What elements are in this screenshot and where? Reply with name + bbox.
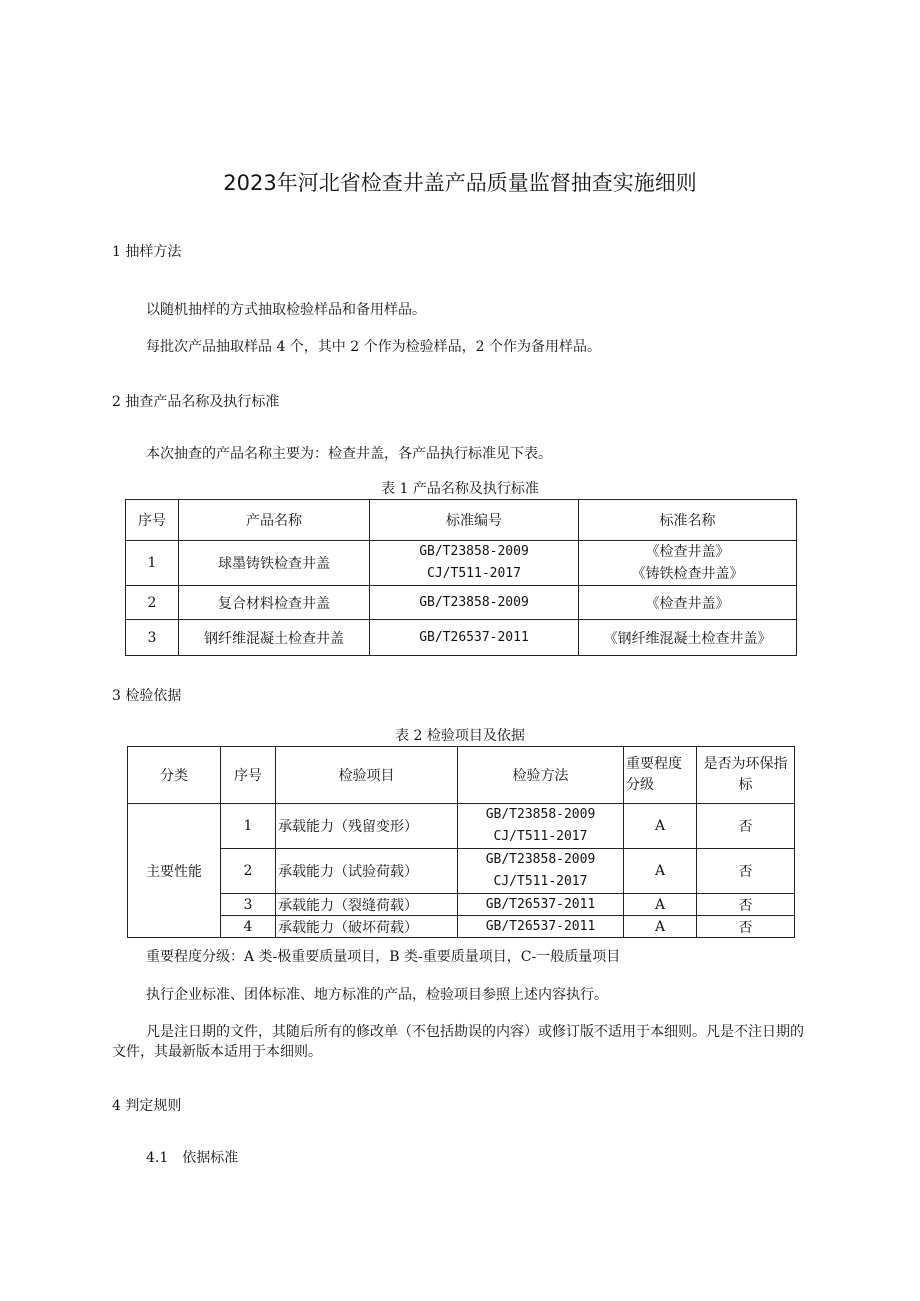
table-2-header-row (128, 747, 795, 804)
table-cell: A (624, 804, 697, 849)
table-1-header-cell: 标准编号 (370, 500, 579, 541)
table-cell: 3 (221, 894, 276, 916)
table-2-header-cell: 检验方法 (458, 747, 624, 804)
section-1-heading: 1 抽样方法 (112, 244, 182, 260)
section-2-paragraph-1: 本次抽查的产品名称主要为：检查井盖，各产品执行标准见下表。 (146, 446, 552, 462)
standard-name: 《铸铁检查井盖》 (631, 566, 744, 582)
table-1-caption: 表 1 产品名称及执行标准 (381, 481, 539, 497)
standard-code: CJ/T511-2017 (427, 566, 521, 581)
section-1-paragraph-2: 每批次产品抽取样品 4 个，其中 2 个作为检验样品，2 个作为备用样品。 (146, 339, 601, 355)
table-cell (370, 541, 579, 586)
table-cell: A (624, 916, 697, 938)
subsection-4-1-heading: 4.1 依据标准 (146, 1150, 239, 1166)
table-1-header-cell: 序号 (126, 500, 179, 541)
table-2-header-cell: 检验项目 (276, 747, 458, 804)
table-row (126, 620, 797, 656)
table-cell: 否 (697, 804, 795, 849)
table-cell: GB/T26537-2011 (458, 894, 624, 916)
table-cell: 4 (221, 916, 276, 938)
table-cell: 2 (221, 849, 276, 894)
table-cell: GB/T26537-2011 (370, 620, 579, 656)
table-cell: GB/T26537-2011 (458, 916, 624, 938)
table-2-header-cell: 重要程度分级 (624, 747, 697, 804)
standard-code: GB/T23858-2009 (419, 544, 529, 559)
table-cell: 承载能力（破坏荷载） (276, 916, 458, 938)
table-row (128, 804, 795, 849)
table-row (128, 894, 795, 916)
table-cell: 1 (126, 541, 179, 586)
table-2-caption: 表 2 检验项目及依据 (395, 728, 525, 744)
table-cell: 《检查井盖》 (579, 586, 797, 620)
table-cell: 否 (697, 849, 795, 894)
table-row (128, 916, 795, 938)
table-cell: 钢纤维混凝土检查井盖 (179, 620, 370, 656)
method-code: GB/T23858-2009 (485, 807, 596, 822)
section-1-paragraph-1: 以随机抽样的方式抽取检验样品和备用样品。 (146, 302, 426, 318)
method-code: CJ/T511-2017 (493, 829, 588, 844)
table-1-header-cell: 产品名称 (179, 500, 370, 541)
table-2-header-cell: 是否为环保指标 (697, 747, 795, 804)
grade-note: 重要程度分级：A 类-极重要质量项目，B 类-重要质量项目，C-一般质量项目 (146, 949, 621, 965)
standards-note: 执行企业标准、团体标准、地方标准的产品，检验项目参照上述内容执行。 (146, 987, 608, 1003)
section-3-heading: 3 检验依据 (112, 688, 182, 704)
table-cell: 1 (221, 804, 276, 849)
table-cell: 承载能力（裂缝荷载） (276, 894, 458, 916)
section-2-heading: 2 抽查产品名称及执行标准 (112, 394, 280, 410)
table-cell: GB/T23858-2009 (370, 586, 579, 620)
method-code: CJ/T511-2017 (493, 874, 588, 889)
table-row (126, 541, 797, 586)
method-code: GB/T23858-2009 (485, 852, 596, 867)
table-cell: 《钢纤维混凝土检查井盖》 (579, 620, 797, 656)
table-2 (127, 746, 795, 938)
table-row (126, 586, 797, 620)
table-2-header-cell: 分类 (128, 747, 221, 804)
table-cell: 承载能力（残留变形） (276, 804, 458, 849)
table-cell: 否 (697, 916, 795, 938)
table-1-header-cell: 标准名称 (579, 500, 797, 541)
table-cell: A (624, 849, 697, 894)
table-row (128, 849, 795, 894)
section-4-heading: 4 判定规则 (112, 1098, 182, 1114)
table-1 (125, 499, 797, 656)
table-cell (458, 849, 624, 894)
standard-name: 《检查井盖》 (645, 544, 730, 560)
page-title: 2023年河北省检查井盖产品质量监督抽查实施细则 (223, 171, 697, 195)
table-cell: 否 (697, 894, 795, 916)
table-cell: A (624, 894, 697, 916)
table-1-header-row (126, 500, 797, 541)
table-cell: 球墨铸铁检查井盖 (179, 541, 370, 586)
table-cell: 3 (126, 620, 179, 656)
table-cell (579, 541, 797, 586)
table-cell (458, 804, 624, 849)
table-cell: 复合材料检查井盖 (179, 586, 370, 620)
dated-documents-note: 凡是注日期的文件，其随后所有的修改单（不包括勘误的内容）或修订版不适用于本细则。凡是不注日期的文件，其最新版本适用于本细则。 (112, 1024, 804, 1060)
category-cell: 主要性能 (128, 804, 221, 938)
table-cell: 承载能力（试验荷载） (276, 849, 458, 894)
table-2-header-cell: 序号 (221, 747, 276, 804)
table-cell: 2 (126, 586, 179, 620)
